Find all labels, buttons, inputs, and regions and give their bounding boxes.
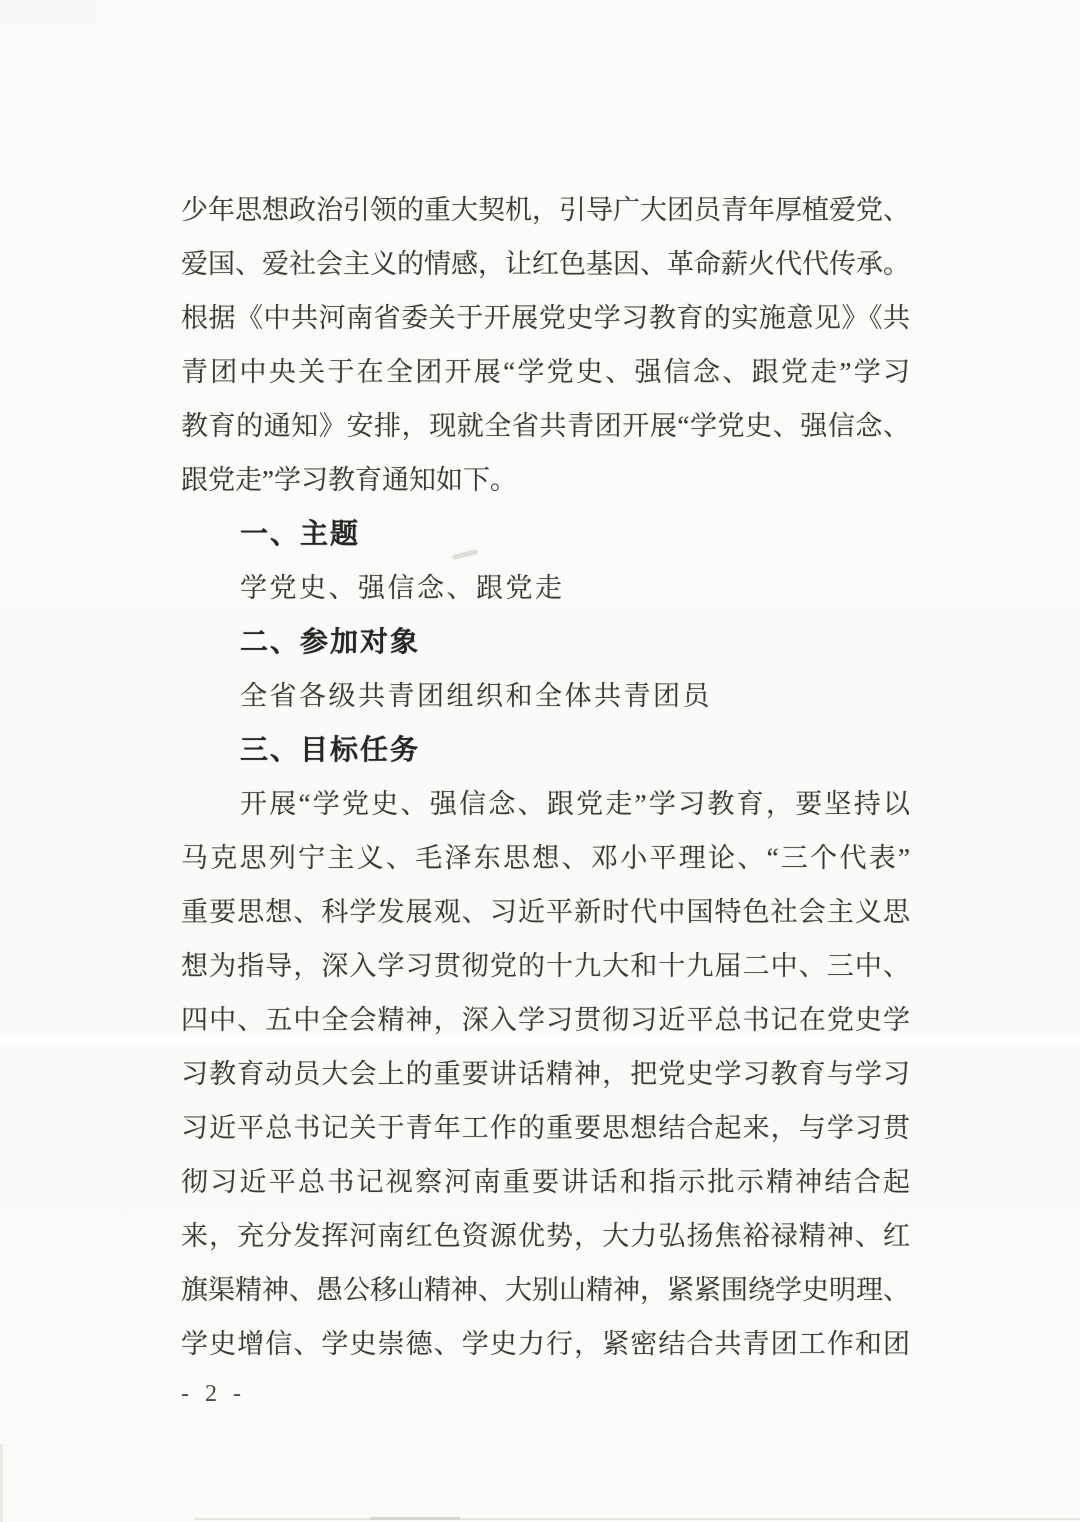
section-heading-participants: 二、参加对象 (240, 626, 421, 657)
text-line: 彻习近平总书记视察河南重要讲话和指示批示精神结合起 (181, 1167, 910, 1197)
theme-text: 学党史、强信念、跟党走 (240, 573, 565, 603)
text-line: 想为指导，深入学习贯彻党的十九大和十九届二中、三中、 (181, 951, 910, 981)
scan-artifact-bottom-edge (195, 1518, 1080, 1520)
text-line: 教育的通知》安排，现就全省共青团开展“学党史、强信念、 (181, 411, 910, 441)
text-line: 四中、五中全会精神，深入学习贯彻习近平总书记在党史学 (181, 1005, 910, 1035)
text-line: 少年思想政治引领的重大契机，引导广大团员青年厚植爱党、 (181, 195, 910, 225)
text-line: 重要思想、科学发展观、习近平新时代中国特色社会主义思 (181, 897, 910, 927)
text-line: 习教育动员大会上的重要讲话精神，把党史学习教育与学习 (181, 1059, 910, 1089)
page-number: - 2 - (181, 1381, 246, 1407)
participants-text: 全省各级共青团组织和全体共青团员 (240, 681, 712, 711)
scan-artifact-bottom-edge-dark (370, 1517, 460, 1520)
section-heading-objectives: 三、目标任务 (240, 734, 421, 765)
text-line: 习近平总书记关于青年工作的重要思想结合起来，与学习贯 (181, 1113, 910, 1143)
text-line: 旗渠精神、愚公移山精神、大别山精神，紧紧围绕学史明理、 (181, 1275, 910, 1305)
scan-artifact-left-edge (0, 1444, 3, 1522)
scan-artifact-streak (0, 1036, 1080, 1045)
paragraph-first-line: 开展“学党史、强信念、跟党走”学习教育，要坚持以 (240, 789, 910, 819)
text-line: 学史增信、学史崇德、学史力行，紧密结合共青团工作和团 (181, 1329, 910, 1359)
text-line: 马克思列宁主义、毛泽东思想、邓小平理论、“三个代表” (181, 843, 910, 873)
text-line: 来，充分发挥河南红色资源优势，大力弘扬焦裕禄精神、红 (181, 1221, 910, 1251)
text-line: 跟党走”学习教育通知如下。 (181, 465, 517, 495)
text-line: 青团中央关于在全团开展“学党史、强信念、跟党走”学习 (181, 357, 910, 387)
scan-artifact-corner (0, 0, 96, 25)
text-line: 根据《中共河南省委关于开展党史学习教育的实施意见》《共 (181, 303, 910, 333)
document-body (181, 183, 910, 1371)
text-line: 爱国、爱社会主义的情感，让红色基因、革命薪火代代传承。 (181, 249, 910, 279)
section-heading-theme: 一、主题 (240, 518, 361, 549)
